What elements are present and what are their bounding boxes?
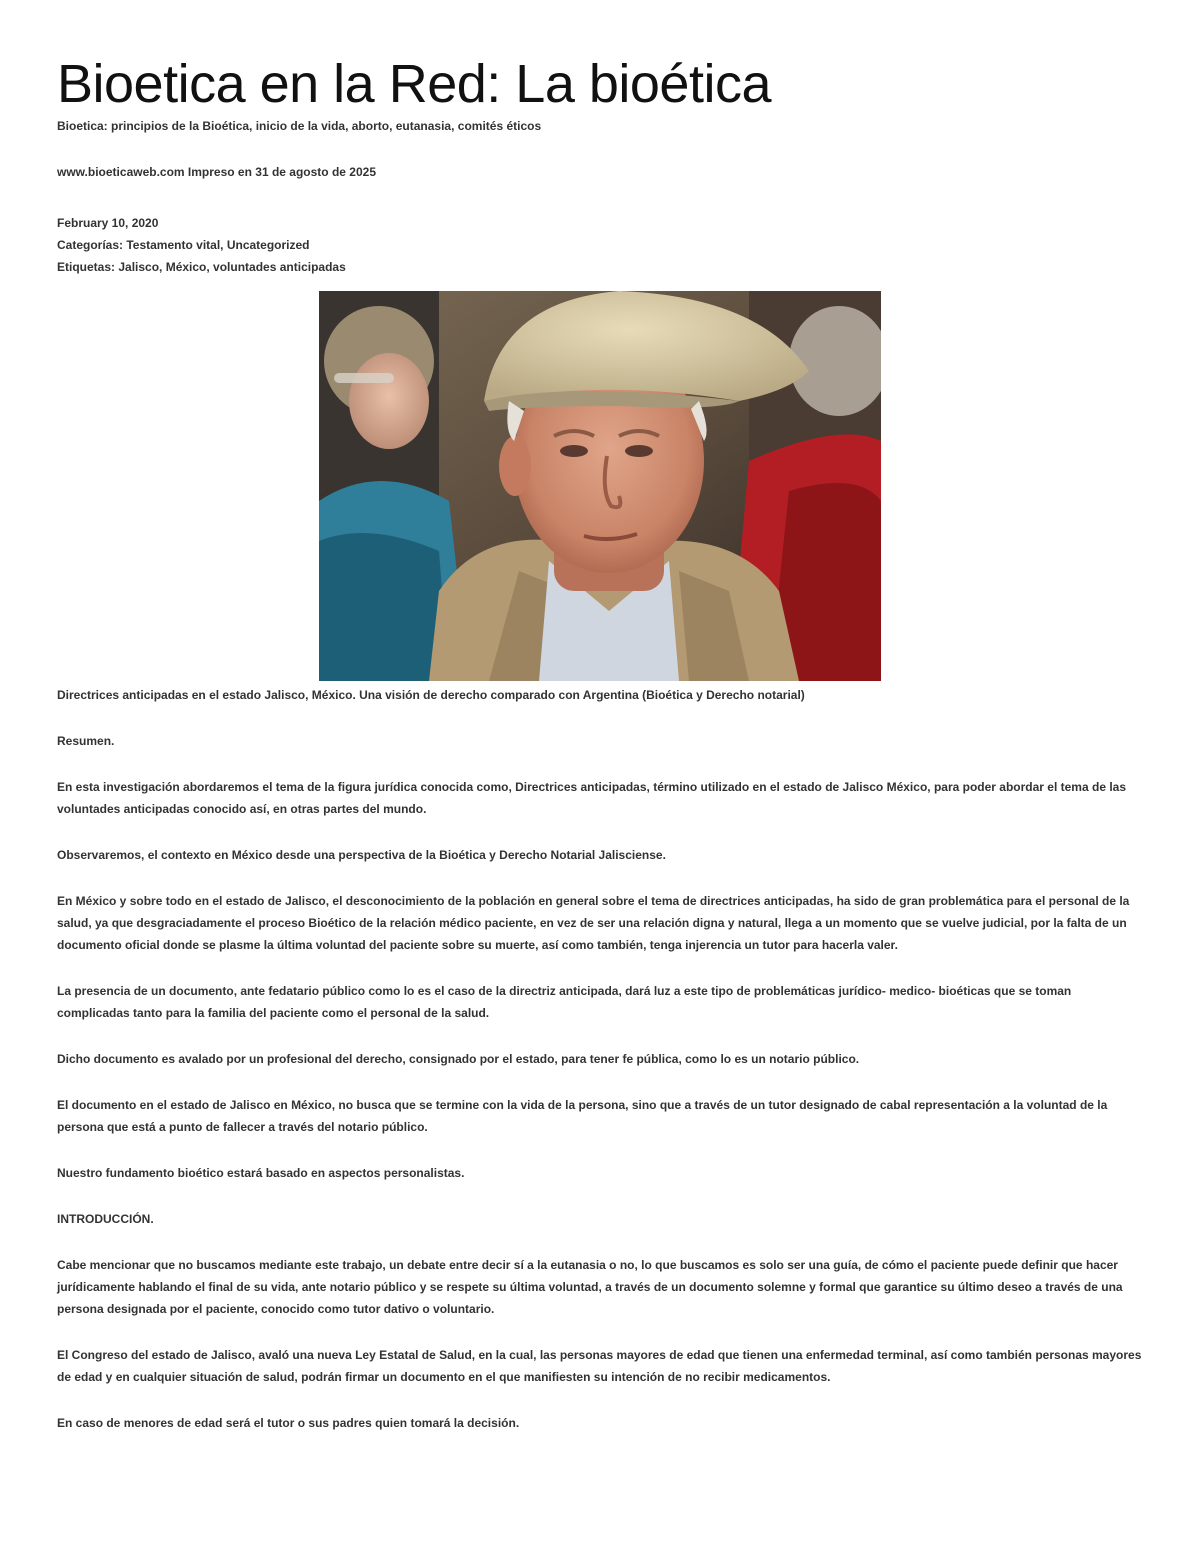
featured-image [319,291,881,681]
post-date: February 10, 2020 [57,216,159,230]
print-info: www.bioeticaweb.com Impreso en 31 de agosto de 2025 [57,165,376,179]
image-caption: Directrices anticipadas en el estado Jalisco, México. Una visión de derecho comparado con Argentina (Bioética y Derecho notarial) [57,688,805,702]
site-tagline: Bioetica: principios de la Bioética, inicio de la vida, aborto, eutanasia, comités éticos [57,119,542,133]
article-paragraph: Cabe mencionar que no buscamos mediante este trabajo, un debate entre decir sí a la eutanasia o no, lo que buscamos es solo ser una guía, de cómo el paciente puede definir que hacer jurídicamente hablando el final de su vida, ante notario público y se respete su última voluntad, a través de un documento solemne y formal que garantice su último deseo a través de una persona designada por el paciente, conocido como tutor dativo o voluntario. [57,1258,1123,1316]
post-tags: Etiquetas: Jalisco, México, voluntades anticipadas [57,260,346,274]
article-paragraph: Observaremos, el contexto en México desde una perspectiva de la Bioética y Derecho Notarial Jalisciense. [57,848,666,862]
article-paragraph: En esta investigación abordaremos el tema de la figura jurídica conocida como, Directrices anticipadas, término utilizado en el estado de Jalisco México, para poder abordar el tema de las voluntades anticipadas conocido así, en otras partes del mundo. [57,780,1127,816]
article-paragraph: El documento en el estado de Jalisco en México, no busca que se termine con la vida de la persona, sino que a través de un tutor designado de cabal representación a la voluntad de la persona que está a punto de fallecer a través del notario público. [57,1098,1108,1134]
article-paragraph: La presencia de un documento, ante fedatario público como lo es el caso de la directriz anticipada, dará luz a este tipo de problemáticas jurídico- medico- bioéticas que se toman complicadas tanto para la familia del paciente como el personal de la salud. [57,984,1072,1020]
article-body [57,684,1147,1458]
introduccion-heading: INTRODUCCIÓN. [57,1212,154,1226]
post-categories: Categorías: Testamento vital, Uncategorized [57,238,310,252]
site-title: Bioetica en la Red: La bioética [57,54,771,114]
article-paragraph: El Congreso del estado de Jalisco, avaló una nueva Ley Estatal de Salud, en la cual, las personas mayores de edad que tienen una enfermedad terminal, así como también personas mayores de edad y en cualquier situación de salud, podrán firmar un documento en el que manifiesten su intención de no recibir medicamentos. [57,1348,1142,1384]
post-meta [57,212,346,278]
article-paragraph: En caso de menores de edad será el tutor o sus padres quien tomará la decisión. [57,1416,520,1430]
article-paragraph: Dicho documento es avalado por un profesional del derecho, consignado por el estado, para tener fe pública, como lo es un notario público. [57,1052,860,1066]
article-paragraph: En México y sobre todo en el estado de Jalisco, el desconocimiento de la población en general sobre el tema de directrices anticipadas, ha sido de gran problemática para el personal de la salud, ya que desgraciadamente el proceso Bioético de la relación médico paciente, en vez de ser una relación digna y natural, llega a un momento que se vuelve judicial, por la falta de un documento oficial donde se plasme la última voluntad del paciente sobre su muerte, así como también, tenga injerencia un tutor para hacerla valer. [57,894,1130,952]
article-paragraph: Nuestro fundamento bioético estará basado en aspectos personalistas. [57,1166,465,1180]
resumen-heading: Resumen. [57,734,115,748]
